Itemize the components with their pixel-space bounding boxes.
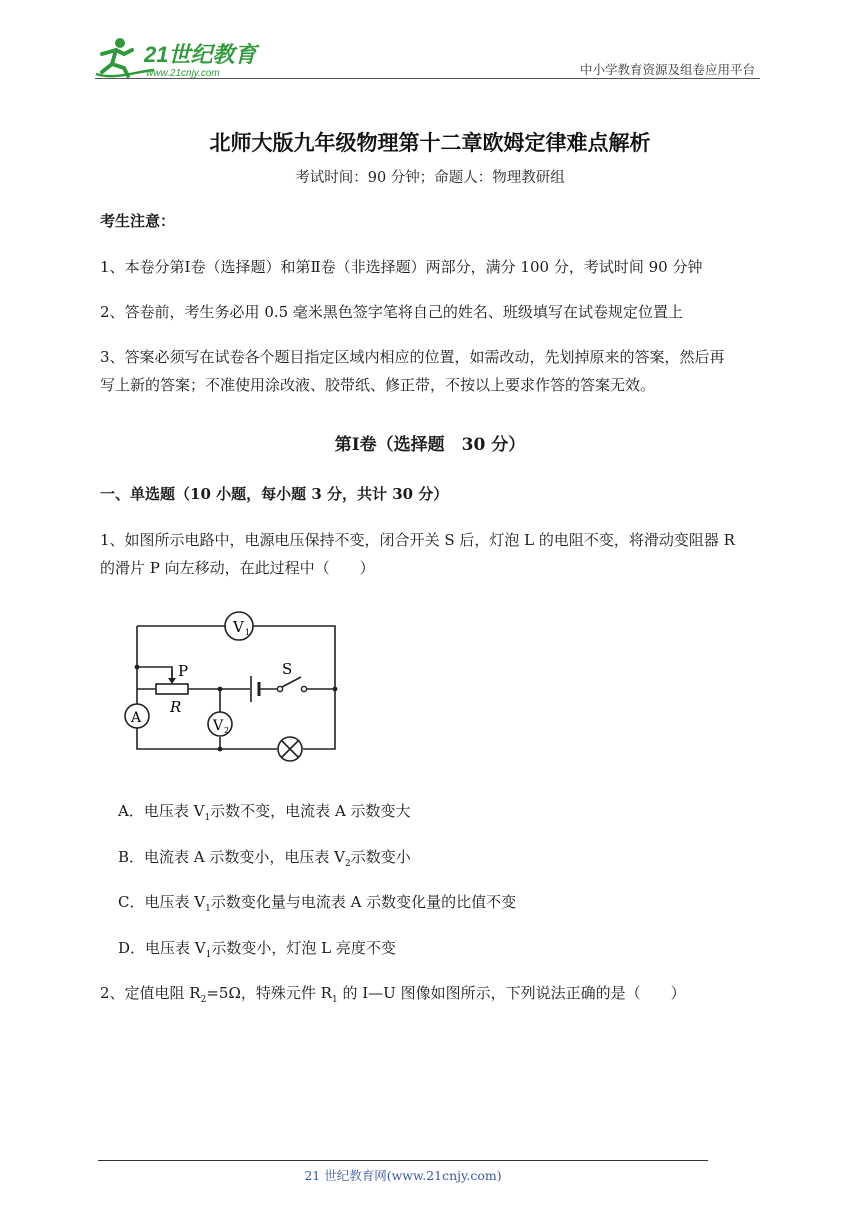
question-2-text-2: =5Ω，特殊元件 R xyxy=(206,984,332,1002)
rheostat-icon xyxy=(156,662,188,716)
svg-text:1: 1 xyxy=(245,628,251,637)
option-a-subscript: 1 xyxy=(204,813,211,823)
battery-icon xyxy=(251,676,259,702)
question-2-text-1: 2、定值电阻 R xyxy=(100,984,201,1002)
circuit-diagram xyxy=(120,604,350,774)
option-c xyxy=(118,891,516,912)
option-b xyxy=(118,846,411,867)
option-c-text-1: C．电压表 V xyxy=(118,893,206,911)
option-d-subscript: 1 xyxy=(205,950,212,960)
option-d xyxy=(118,937,396,958)
header-divider xyxy=(95,78,760,79)
option-c-subscript: 1 xyxy=(205,904,211,914)
logo-text: 21世纪教育 xyxy=(144,42,257,67)
question-1-line-2: 的滑片 P 向左移动，在此过程中（ ） xyxy=(100,559,375,577)
option-d-text-1: D．电压表 V xyxy=(118,939,206,957)
ammeter-icon xyxy=(125,704,149,728)
notice-item-1: 1、本卷分第Ⅰ卷（选择题）和第Ⅱ卷（非选择题）两部分，满分 100 分，考试时间 90 分钟 xyxy=(100,258,703,276)
footer-link[interactable]: 21 世纪教育网(www.21cnjy.com) xyxy=(304,1168,502,1183)
voltmeter-v1-icon xyxy=(225,612,253,640)
site-logo xyxy=(94,36,264,80)
svg-text:S: S xyxy=(282,660,293,678)
notice-item-3-line-2: 写上新的答案；不准使用涂改液、胶带纸、修正带，不按以上要求作答的答案无效。 xyxy=(100,376,656,394)
option-b-text-1: B．电流表 A 示数变小，电压表 V xyxy=(118,848,345,866)
svg-text:V: V xyxy=(233,618,244,636)
junction-dots xyxy=(135,665,338,752)
option-a-text-1: A．电压表 V xyxy=(118,802,205,820)
footer-divider xyxy=(98,1160,708,1161)
question-2-subscript-1: 2 xyxy=(200,995,207,1005)
svg-text:R: R xyxy=(170,698,182,716)
svg-text:V: V xyxy=(213,718,224,734)
svg-text:2: 2 xyxy=(224,726,230,735)
exam-info: 考试时间：90 分钟；命题人：物理教研组 xyxy=(295,170,565,186)
question-2-text-3: 的 I—U 图像如图所示，下列说法正确的是（ ） xyxy=(337,984,686,1002)
header-platform-text: 中小学教育资源及组卷应用平台 xyxy=(579,62,755,77)
notice-item-3-line-1: 3、答案必须写在试卷各个题目指定区域内相应的位置，如需改动，先划掉原来的答案，然后再 xyxy=(100,348,725,366)
option-d-text-2: 示数变小，灯泡 L 亮度不变 xyxy=(211,939,396,957)
question-2 xyxy=(100,982,686,1004)
question-2-subscript-2: 1 xyxy=(331,995,338,1005)
lamp-icon xyxy=(278,737,302,761)
notice-heading: 考生注意： xyxy=(100,212,176,230)
voltmeter-v2-icon xyxy=(208,712,232,736)
option-a-text-2: 示数不变，电流表 A 示数变大 xyxy=(210,802,411,820)
svg-text:P: P xyxy=(178,662,189,680)
option-b-subscript: 2 xyxy=(345,859,351,869)
part-heading: 一、单选题（10 小题，每小题 3 分，共计 30 分） xyxy=(100,485,449,503)
switch-icon xyxy=(277,660,306,692)
section-title: 第Ⅰ卷（选择题 30 分） xyxy=(334,435,526,455)
svg-text:A: A xyxy=(131,710,142,726)
page-title: 北师大版九年级物理第十二章欧姆定律难点解析 xyxy=(209,130,651,155)
option-c-text-2: 示数变化量与电流表 A 示数变化量的比值不变 xyxy=(210,893,517,911)
option-b-text-2: 示数变小 xyxy=(350,848,411,866)
notice-item-2: 2、答卷前，考生务必用 0.5 毫米黑色签字笔将自己的姓名、班级填写在试卷规定位置上 xyxy=(100,303,683,321)
question-1-line-1: 1、如图所示电路中，电源电压保持不变，闭合开关 S 后，灯泡 L 的电阻不变，将滑动变阻器 R xyxy=(100,531,735,549)
logo-url: www.21cnjy.com xyxy=(146,68,220,79)
option-a xyxy=(118,800,411,821)
